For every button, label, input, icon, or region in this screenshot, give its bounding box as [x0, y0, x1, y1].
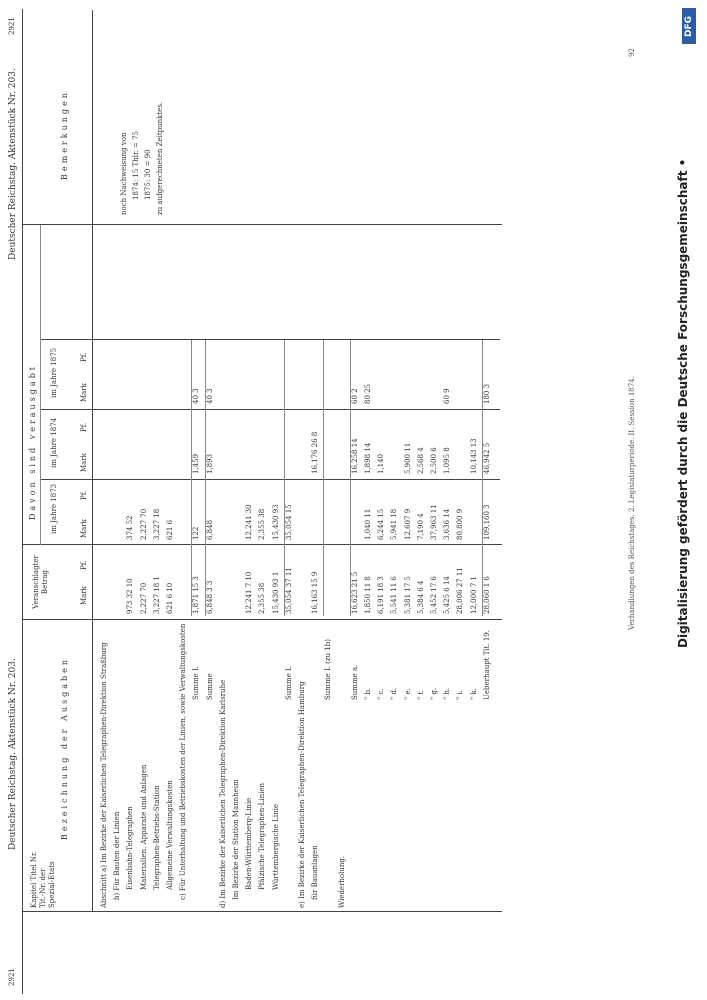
sum-rule — [191, 340, 192, 616]
header-bottom-rule — [92, 10, 93, 912]
row-label: e) Im Bezirke der Kaiserlichen Telegraphen-Direktion Hamburg — [298, 681, 306, 908]
row-1873: 3,636 14 — [443, 508, 452, 540]
col-header-betrag-pf: Pf. — [80, 560, 88, 570]
row-1874: 16,258 14 — [350, 438, 359, 474]
unit-pf-1873: Pf. — [80, 490, 88, 500]
row-amount: 35,054 37 11 — [284, 567, 293, 614]
row-label: Württembergische Linie — [271, 803, 280, 890]
unit-pf-1874: Pf. — [80, 422, 88, 432]
row-amount: 5,541 11 6 — [390, 576, 399, 614]
dfg-logo-badge: DFG — [682, 8, 696, 44]
sum-rule — [205, 340, 206, 616]
row-label: Wiederholung. — [337, 855, 346, 908]
remark-line-4: zu aufgerechneten Zeitpunktes. — [156, 101, 164, 215]
row-label: " d. — [390, 687, 399, 700]
col-header-betrag: Veranschlagter Betrag — [32, 555, 49, 609]
row-1875: 60 9 — [443, 388, 452, 404]
remark-line-2: 1874: 15 Thlr. = 75 — [132, 131, 140, 200]
row-amount: 5,452 17 6 — [430, 576, 438, 614]
row-1873: 15,430 93 — [271, 504, 280, 540]
row-1873: 80,800 9 — [456, 508, 465, 540]
row-label: Allgemeine Verwaltungskosten — [166, 780, 174, 890]
row-amount: 28,006 27 11 — [456, 567, 465, 614]
row-amount: 973 32 10 — [126, 578, 135, 614]
row-1874: 1,095 8 — [443, 447, 452, 474]
row-amount: 16,623 21 5 — [350, 571, 359, 614]
row-amount: 2,355 38 — [258, 582, 267, 614]
row-amount: 3,227 18 1 — [152, 576, 161, 614]
row-1875: 40 3 — [205, 388, 214, 404]
row-1873: 37,963 11 — [430, 504, 438, 540]
row-label: c) Für Unterhaltung und Betriebskosten der Linien, sowie Verwaltungskosten — [179, 623, 188, 900]
group-rule — [40, 225, 41, 545]
row-1874: 2,568 4 — [416, 447, 425, 474]
remark-line-3: 1875: 30 = 90 — [144, 149, 152, 200]
sum-rule — [323, 340, 324, 616]
row-amount: 1,871 15 3 — [192, 576, 201, 614]
row-label: Materialien, Apparate und Anlagen — [139, 764, 148, 890]
row-1875: 80 25 — [364, 383, 372, 404]
col-header-bezeichnung: Bezeichnung der Ausgaben — [60, 656, 69, 840]
unit-mark-1873: Mark — [80, 519, 88, 538]
col-header-kapitel: Kapitel Titel Nr. Tit.-Nr. der Spezial-Etats — [30, 851, 56, 908]
publisher-note: Verhandlungen des Reichstages. 2. Legislaturperiode. II. Session 1874. — [628, 376, 636, 630]
row-1873: 122 — [192, 526, 201, 540]
unit-pf-1875: Pf. — [80, 352, 88, 362]
row-1875: 40 3 — [192, 388, 201, 404]
row-1874: 46,942 5 — [482, 442, 491, 474]
row-label: Summe I. — [192, 666, 201, 700]
row-1873: 1,040 11 — [364, 508, 372, 540]
table-top-rule — [22, 9, 23, 994]
row-1874: 1,898 14 — [364, 442, 372, 474]
dfg-funding-note: Digitalisierung gefördert durch die Deutsche Forschungsgemeinschaft • — [676, 158, 690, 648]
row-1874: 16,176 26 8 — [311, 431, 320, 474]
row-label: Summe I. (zu 1b) — [324, 639, 333, 700]
row-label: " k. — [469, 688, 478, 700]
year-1873: im Jahre 1873 — [50, 483, 58, 534]
row-label: b) Für Bauten der Linien — [113, 811, 122, 900]
row-amount: 2,227 70 — [139, 582, 148, 614]
row-label: d) Im Bezirke der Kaiserlichen Telegraphen-Direktion Karlsruhe — [218, 679, 227, 908]
row-label: Summe — [205, 673, 214, 700]
sum-rule — [482, 340, 483, 616]
row-amount: 5,425 6 14 — [443, 576, 452, 614]
remark-line-1: noch Nachweisung von — [120, 132, 128, 215]
row-amount: 5,381 17 5 — [403, 576, 412, 614]
row-1873: 3,227 18 — [152, 508, 161, 540]
row-amount: 6,191 18 3 — [377, 576, 386, 614]
row-label: Summe a. — [350, 664, 359, 700]
col-rule-4 — [40, 479, 500, 480]
row-label: Pfälzische Telegraphen-Linien — [258, 783, 267, 890]
row-1873: 6,848 — [205, 519, 214, 540]
row-label: für Bauanlagen — [311, 845, 320, 900]
row-label: Eisenbahn-Telegraphen — [126, 806, 135, 890]
row-amount: 621 6 10 — [166, 582, 174, 614]
col-rule-5 — [40, 409, 500, 410]
row-label: " c. — [377, 688, 386, 700]
header-page-left: 2921 — [8, 968, 16, 986]
row-amount: 12,000 7 1 — [469, 576, 478, 614]
row-1874: 5,900 11 — [403, 442, 412, 474]
row-1873: 621 6 — [166, 519, 174, 540]
row-label: " i. — [456, 690, 465, 700]
row-label: Summe I. — [284, 666, 293, 700]
row-1875: 60 2 — [350, 388, 359, 404]
col-rule-6 — [40, 339, 500, 340]
row-1873: 2,227 70 — [139, 508, 148, 540]
unit-mark-1874: Mark — [80, 453, 88, 472]
row-label: " f. — [416, 689, 425, 700]
side-page-number: 92 — [628, 48, 636, 57]
row-label: " e. — [403, 688, 412, 700]
row-1873: 109,160 3 — [482, 504, 491, 540]
row-1874: 1,140 — [377, 453, 386, 474]
header-left-title: Deutscher Reichstag. Aktenstück Nr. 203. — [8, 658, 18, 850]
col-rule-1 — [22, 911, 502, 912]
row-1873: 35,054 15 — [284, 504, 293, 540]
row-amount: 5,384 6 4 — [416, 580, 425, 614]
row-label: Abschnitt a) Im Bezirke der Kaiserlichen Telegraphen-Direktion Straßburg — [100, 642, 108, 908]
sum-rule — [284, 340, 285, 616]
row-label: Baden-Württemberg-Linie — [245, 797, 254, 890]
row-1875: 180 3 — [482, 383, 491, 404]
row-label: Telegraphen-Betriebs-Station — [152, 785, 161, 890]
unit-mark-1875: Mark — [80, 383, 88, 402]
row-1873: 2,355 38 — [258, 508, 267, 540]
row-amount: 1,850 11 8 — [364, 576, 372, 614]
row-amount: 12,241 7 10 — [245, 571, 254, 614]
col-header-betrag-mark: Mark — [80, 586, 88, 605]
row-1873: 12,607 9 — [403, 508, 412, 540]
row-1874: 10,143 13 — [469, 438, 478, 474]
row-1874: 1,893 — [205, 453, 214, 474]
row-1873: 5,941 18 — [390, 508, 399, 540]
year-1874: im Jahre 1874 — [50, 417, 58, 468]
col-rule-7 — [22, 224, 502, 225]
col-header-remarks: Bemerkungen — [60, 90, 69, 180]
row-label: " b. — [364, 687, 372, 700]
row-amount: 28,060 1 6 — [482, 576, 491, 614]
header-right-title: Deutscher Reichstag. Aktenstück Nr. 203. — [8, 68, 18, 260]
col-rule-2 — [22, 619, 502, 620]
sum-rule — [350, 340, 351, 616]
row-1874: 2,500 6 — [430, 447, 438, 474]
header-page-right: 2921 — [8, 17, 16, 35]
row-1873: 374 52 — [126, 515, 135, 540]
row-label: Ueberhaupt Tit. 19. — [482, 629, 491, 700]
year-1875: im Jahre 1875 — [50, 347, 58, 398]
col-header-group: Davon sind verausgabt — [28, 363, 37, 520]
row-1874: 1,459 — [192, 453, 201, 474]
col-rule-3 — [22, 544, 502, 545]
row-amount: 6,848 3 3 — [205, 580, 214, 614]
row-1873: 12,241 30 — [245, 504, 254, 540]
row-amount: 16,163 15 9 — [311, 571, 320, 614]
row-1873: 6,244 15 — [377, 508, 386, 540]
row-1873: 7,190 4 — [416, 513, 425, 540]
row-amount: 15,430 93 1 — [271, 571, 280, 614]
row-label: " h. — [443, 687, 452, 700]
row-label: " g. — [430, 687, 438, 700]
row-label: Im Bezirke der Station Mannheim — [232, 779, 240, 900]
